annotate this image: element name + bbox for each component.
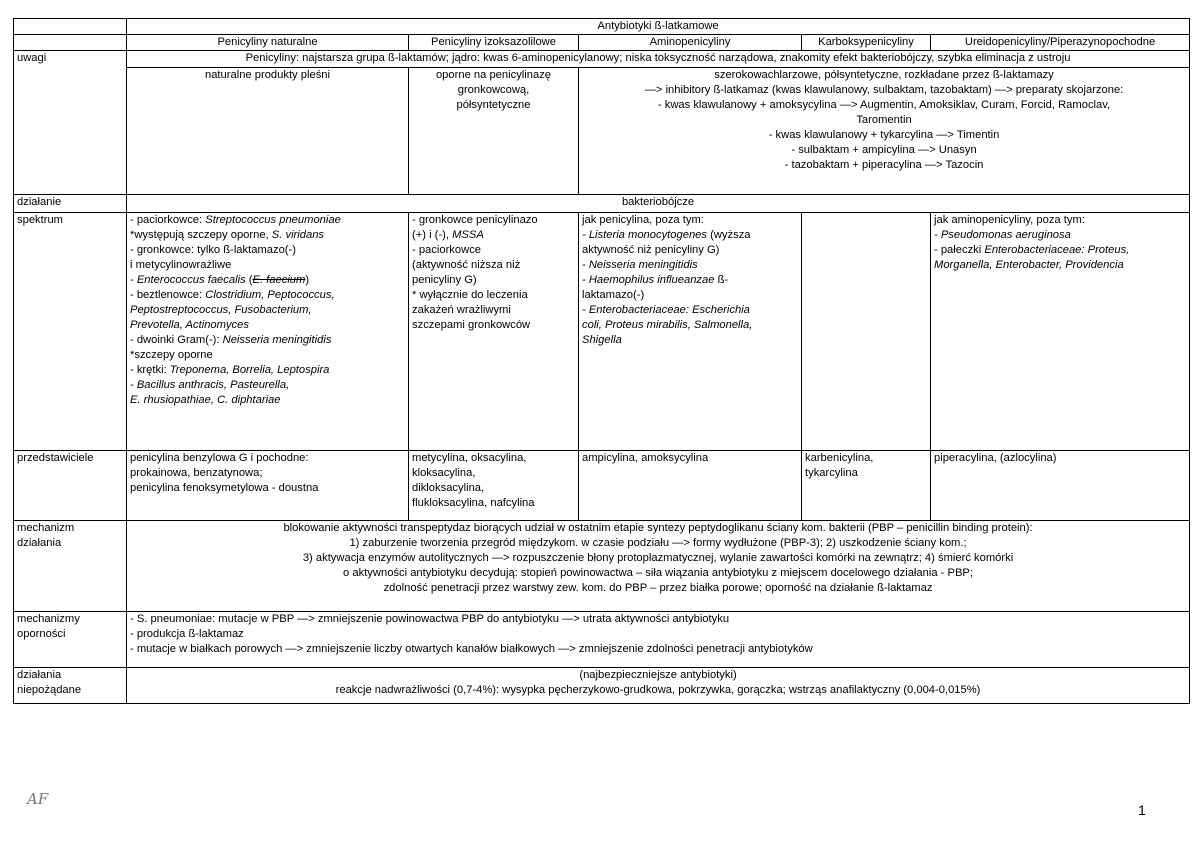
label-dzialanie: działanie [14, 195, 127, 213]
row-dzialanie [14, 195, 1190, 213]
spektrum-line: zakażeń wrażliwymi [412, 304, 511, 316]
corner-cell-2 [14, 35, 127, 51]
uwagi-rest-line: - kwas klawulanowy + tykarcylina —> Timentin [768, 129, 1000, 141]
spektrum-line [130, 213, 405, 228]
organism: Clostridium, Peptococcus, [205, 289, 335, 301]
spektrum-line [130, 333, 405, 348]
spektrum-line: szczepami gronkowców [412, 319, 531, 331]
spektrum-line: * wyłącznie do leczenia [412, 289, 528, 301]
row-opornosc [14, 612, 1190, 668]
spektrum-line: laktamazo(-) [582, 289, 645, 301]
drug-line: kloksacylina, [412, 467, 476, 479]
spektrum-line: coli, Proteus mirabilis, Salmonella, [582, 319, 753, 331]
spektrum-line: - paciorkowce [412, 244, 482, 256]
drug-line: metycylina, oksacylina, [412, 452, 527, 464]
uwagi-rest-line: - sulbaktam + ampicylina —> Unasyn [791, 144, 977, 156]
spektrum-line: aktywność niż penicyliny G) [582, 244, 720, 256]
page-number: 1 [1138, 802, 1146, 818]
spektrum-line: - Pseudomonas aeruginosa [934, 229, 1071, 241]
label-line: działania [17, 537, 62, 549]
text: - pałeczki [934, 244, 985, 256]
row-uwagi-detail [14, 68, 1190, 195]
organism: Treponema, Borrelia, Leptospira [169, 364, 330, 376]
label-mechanizm [14, 521, 127, 612]
uwagi-rest-line: - tazobaktam + piperacylina —> Tazocin [784, 159, 984, 171]
spektrum-natural [127, 213, 409, 451]
przedstawiciele-karboksy [802, 451, 931, 521]
dzialanie-value: bakteriobójcze [127, 195, 1190, 213]
row-niepozadane [14, 668, 1190, 704]
spektrum-line [130, 363, 405, 378]
uwagi-rest [579, 68, 1190, 195]
przedstawiciele-ureido [931, 451, 1190, 521]
spektrum-line: jak penicylina, poza tym: [582, 214, 704, 226]
group-header: Antybiotyki ß-latkamowe [127, 19, 1190, 35]
uwagi-izoks [409, 68, 579, 195]
drug-line: piperacylina, (azlocylina) [934, 452, 1057, 464]
uwagi-general: Penicyliny: najstarsza grupa ß-laktamów; jądro: kwas 6-aminopenicylanowy; niska toksyczność narządowa, znakomity efekt bakteriobójczy, szybka eliminacja z ustroju [127, 51, 1190, 68]
przedstawiciele-izoks [409, 451, 579, 521]
uwagi-izoks-line: gronkowcową, [457, 84, 530, 96]
organism: - Enterococcus faecalis [130, 274, 249, 286]
spektrum-line: - gronkowce penicylinazo [412, 214, 538, 226]
niepozadane-line: reakcje nadwrażliwości (0,7-4%): wysypka pęcherzykowo-grudkowa, pokrzywka, gorączka; wstrząs anafilaktyczny (0,004-0,015%) [335, 684, 981, 696]
mechanizm-text [127, 521, 1190, 612]
drug-line: ampicylina, amoksycylina [582, 452, 709, 464]
organism: - Listeria monocytogenes [582, 229, 707, 241]
przedstawiciele-natural [127, 451, 409, 521]
label-line: niepożądane [17, 684, 82, 696]
spektrum-line: penicyliny G) [412, 274, 477, 286]
drug-line: dikloksacylina, [412, 482, 485, 494]
spektrum-line [130, 228, 405, 243]
text: - dwoinki Gram(-): [130, 334, 223, 346]
spektrum-amino [579, 213, 802, 451]
spektrum-karboksy [802, 213, 931, 451]
opornosc-line: - produkcja ß-laktamaz [130, 628, 244, 640]
spektrum-line [582, 228, 798, 243]
uwagi-rest-line: - kwas klawulanowy + amoksycylina —> Augmentin, Amoksiklav, Curam, Forcid, Ramoclav, [657, 99, 1111, 111]
label-line: mechanizm [17, 522, 75, 534]
row-przedstawiciele [14, 451, 1190, 521]
corner-cell [14, 19, 127, 35]
drug-line: flukloksacylina, nafcylina [412, 497, 535, 509]
label-line: działania [17, 669, 62, 681]
drug-line: karbenicylina, [805, 452, 874, 464]
spektrum-line [130, 288, 405, 303]
spektrum-line [582, 273, 798, 288]
organism: Neisseria meningitidis [222, 334, 332, 346]
spektrum-line: Prevotella, Actinomyces [130, 319, 249, 331]
spektrum-line: Peptostreptococcus, Fusobacterium, [130, 304, 312, 316]
col-header-amino: Aminopenicyliny [579, 35, 802, 51]
organism: S. viridans [271, 229, 325, 241]
przedstawiciele-amino [579, 451, 802, 521]
mechanizm-line: 1) zaburzenie tworzenia przegród międzykom. w czasie podziału —> formy wydłużone (PBP-3); 2) uszkodzenie ściany kom.; [349, 537, 967, 549]
spektrum-izoks [409, 213, 579, 451]
mechanizm-line: blokowanie aktywności transpeptydaz biorących udział w ostatnim etapie syntezy peptydoglikanu ściany kom. bakterii (PBP – penicillin binding protein): [283, 522, 1033, 534]
spektrum-line: - gronkowce: tylko ß-laktamazo(-) [130, 244, 296, 256]
spektrum-line [934, 243, 1186, 258]
label-line: mechanizmy [17, 613, 80, 625]
drug-line: penicylina fenoksymetylowa - doustna [130, 482, 319, 494]
drug-line: penicylina benzylowa G i pochodne: [130, 452, 309, 464]
spektrum-line: Morganella, Enterobacter, Providencia [934, 259, 1124, 271]
organism: Enterobacteriaceae: Proteus, [984, 244, 1130, 256]
text: *występują szczepy oporne, [130, 229, 272, 241]
label-niepozadane [14, 668, 127, 704]
spektrum-line: - Enterobacteriaceae: Escherichia [582, 304, 750, 316]
organism: MSSA [452, 229, 484, 241]
drug-line: prokainowa, benzatynowa; [130, 467, 263, 479]
text: (wyższa [707, 229, 751, 241]
text: ß- [714, 274, 729, 286]
opornosc-line: - S. pneumoniae: mutacje w PBP —> zmniejszenie powinowactwa PBP do antybiotyku —> utrata aktywności antybiotyku [130, 613, 730, 625]
col-header-karboksy: Karboksypenicyliny [802, 35, 931, 51]
label-line: oporności [17, 628, 66, 640]
mechanizm-line: o aktywności antybiotyku decydują: stopień powinowactwa – siła wiązania antybiotyku z miejscem docelowego działania - PBP; [343, 567, 973, 579]
spektrum-line: - Bacillus anthracis, Pasteurella, [130, 379, 290, 391]
spektrum-line: jak aminopenicyliny, poza tym: [934, 214, 1085, 226]
col-header-izoks: Penicyliny izoksazolilowe [409, 35, 579, 51]
spektrum-line [412, 228, 575, 243]
text: - paciorkowce: [130, 214, 206, 226]
row-mechanizm [14, 521, 1190, 612]
col-header-natural: Penicyliny naturalne [127, 35, 409, 51]
spektrum-line: (aktywność niższa niż [412, 259, 521, 271]
text: - beztlenowce: [130, 289, 206, 301]
spektrum-line: - Neisseria meningitidis [582, 259, 698, 271]
mechanizm-line: 3) aktywacja enzymów autolitycznych —> rozpuszczenie błony protoplazmatycznej, wylanie zawartości komórki na zewnątrz; 4) śmierć komórki [302, 552, 1014, 564]
uwagi-rest-line: —> inhibitory ß-latkamaz (kwas klawulanowy, sulbaktam, tazobaktam) —> preparaty skojarzone: [644, 84, 1124, 96]
organism-struck: E. faecium [252, 274, 306, 286]
label-opornosc [14, 612, 127, 668]
spektrum-line: *szczepy oporne [130, 349, 213, 361]
niepozadane-text [127, 668, 1190, 704]
drug-line: tykarcylina [805, 467, 858, 479]
col-header-ureido: Ureidopenicyliny/Piperazynopochodne [931, 35, 1190, 51]
uwagi-rest-line: Taromentin [856, 114, 912, 126]
label-spektrum: spektrum [14, 213, 127, 451]
row-uwagi-general [14, 51, 1190, 68]
header-row-columns [14, 35, 1190, 51]
label-przedstawiciele: przedstawiciele [14, 451, 127, 521]
niepozadane-line: (najbezpieczniejsze antybiotyki) [579, 669, 737, 681]
organism: - Haemophilus influeanzae [582, 274, 715, 286]
author-signature: AF [27, 790, 49, 808]
text: (+) i (-), [412, 229, 453, 241]
row-spektrum [14, 213, 1190, 451]
header-row-group [14, 19, 1190, 35]
spektrum-line: i metycylinowrażliwe [130, 259, 232, 271]
label-uwagi: uwagi [14, 51, 127, 195]
spektrum-line: - Enterococcus faecalis (E. faecium) [130, 274, 310, 286]
mechanizm-line: zdolność penetracji przez warstwy zew. kom. do PBP – przez białka porowe; oporność na działanie ß-laktamaz [383, 582, 933, 594]
organism: Streptococcus pneumoniae [205, 214, 341, 226]
opornosc-line: - mutacje w białkach porowych —> zmniejszenie liczby otwartych kanałów białkowych —> zmniejszenie zdolności penetracji antybiotyków [130, 643, 813, 655]
spektrum-line: E. rhusiopathiae, C. diphtariae [130, 394, 281, 406]
uwagi-rest-line: szerokowachlarzowe, półsyntetyczne, rozkładane przez ß-laktamazy [714, 69, 1054, 81]
uwagi-natural: naturalne produkty pleśni [127, 68, 409, 195]
uwagi-izoks-line: półsyntetyczne [456, 99, 531, 111]
opornosc-text [127, 612, 1190, 668]
uwagi-izoks-line: oporne na penicylinazę [435, 69, 552, 81]
spektrum-ureido [931, 213, 1190, 451]
antibiotics-table [13, 18, 1190, 704]
spektrum-line: Shigella [582, 334, 622, 346]
text: - krętki: [130, 364, 170, 376]
